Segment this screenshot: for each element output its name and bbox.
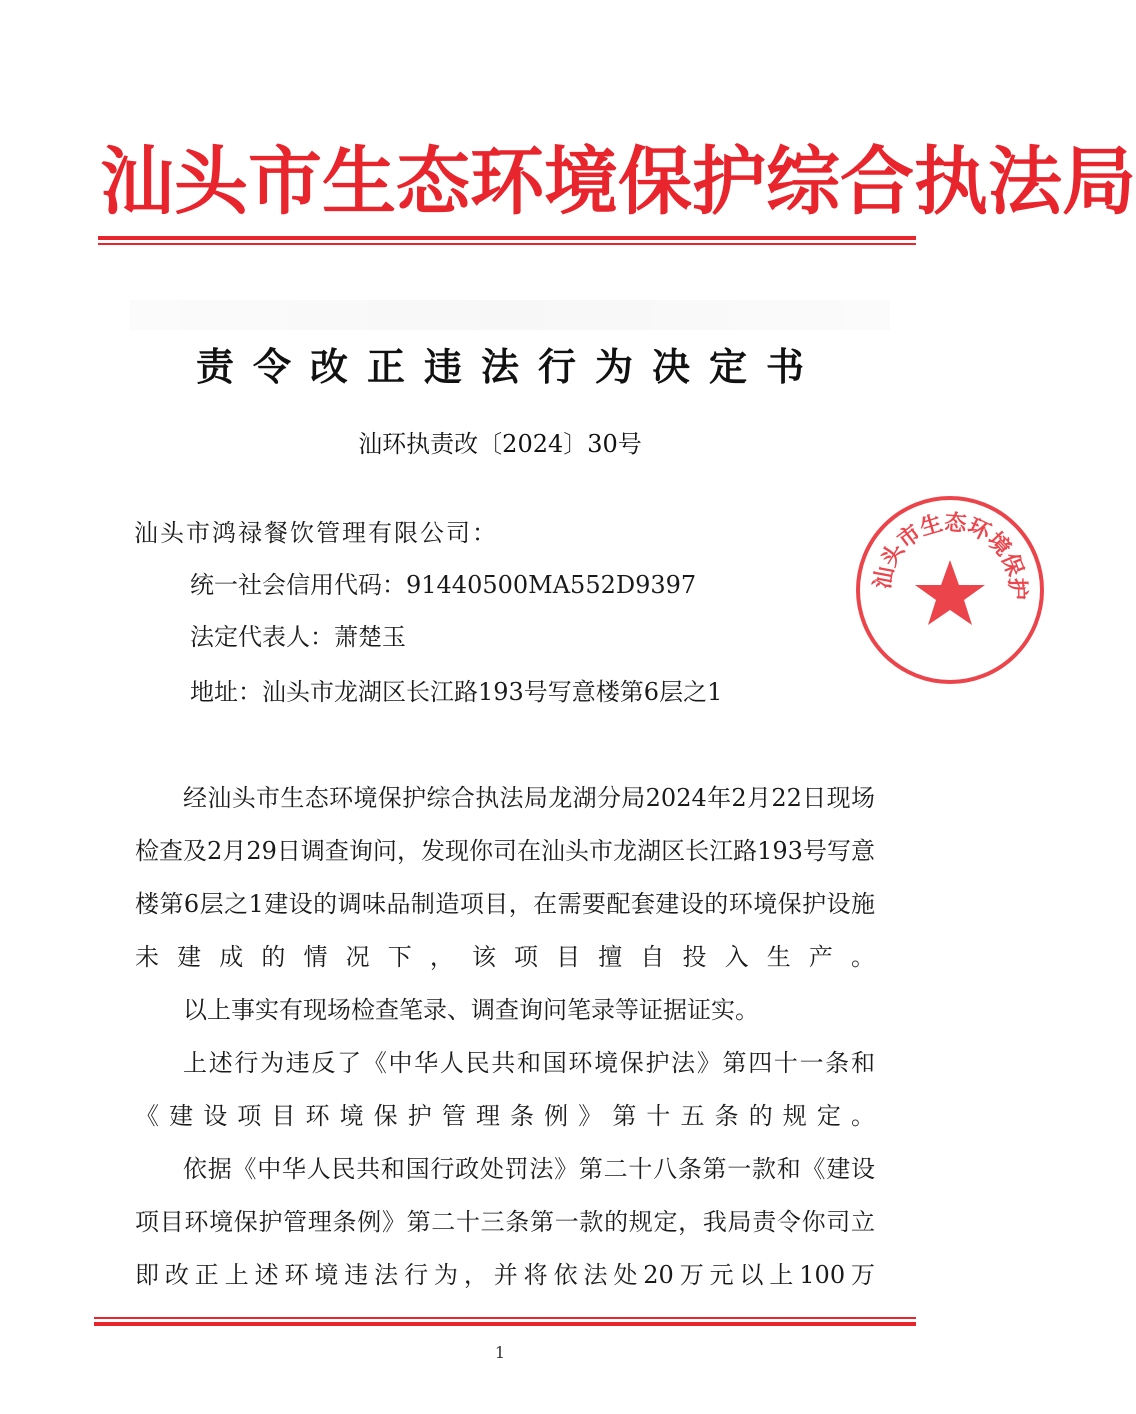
body-paragraph: 依据《中华人民共和国行政处罚法》第二十八条第一款和《建设项目环境保护管理条例》第二十三条第一款的规定，我局责令你司立即改正上述环境违法行为，并将依法处20万元以上100万 [135,1155,875,1289]
document-number: 汕环执责改〔2024〕30号 [358,430,642,458]
header-char: 执 [914,139,988,225]
seal-star [915,560,985,625]
header-char: 市 [248,139,322,225]
page-number: 1 [494,1343,506,1362]
header-char: 局 [1062,139,1136,225]
header-char: 环 [470,139,544,225]
header-char: 合 [840,139,914,225]
footer-divider-thin [94,1317,916,1319]
footer-divider-thick [94,1322,916,1326]
header-char: 法 [988,139,1062,225]
header-char: 头 [174,139,248,225]
header-char: 综 [766,139,840,225]
header-char: 境 [544,139,618,225]
body-paragraph: 经汕头市生态环境保护综合执法局龙湖分局2024年2月22日现场检查及2月29日调查询问，发现你司在汕头市龙湖区长江路193号写意楼第6层之1建设的调味品制造项目，在需要配套建设的环境保护设施未建成的情况下，该项目擅自投入生产。 [135,784,875,971]
bleed-through-texture [130,300,890,330]
credit-code: 统一社会信用代码：91440500MA552D9397 [190,571,697,599]
header-char: 态 [396,139,470,225]
header-char: 护 [692,139,766,225]
document-title: 责令改正违法行为决定书 [195,344,823,389]
header-char: 生 [322,139,396,225]
seal-text: 汕头市生态环境保护 [870,510,1030,601]
header-char: 汕 [100,139,174,225]
header-char: 保 [618,139,692,225]
official-seal-icon [850,490,1050,690]
header-divider-thick [98,236,916,240]
header-divider-thin [98,243,916,245]
addressee: 汕头市鸿禄餐饮管理有限公司： [134,519,498,547]
body-paragraph: 上述行为违反了《中华人民共和国环境保护法》第四十一条和《建设项目环境保护管理条例》第十五条的规定。 [135,1049,875,1130]
issuing-authority-header [100,132,1136,232]
document-body [135,772,875,1302]
address: 地址：汕头市龙湖区长江路193号写意楼第6层之1 [190,678,723,706]
body-paragraph: 以上事实有现场检查笔录、调查询问笔录等证据证实。 [183,996,759,1024]
legal-representative: 法定代表人：萧楚玉 [190,623,406,651]
